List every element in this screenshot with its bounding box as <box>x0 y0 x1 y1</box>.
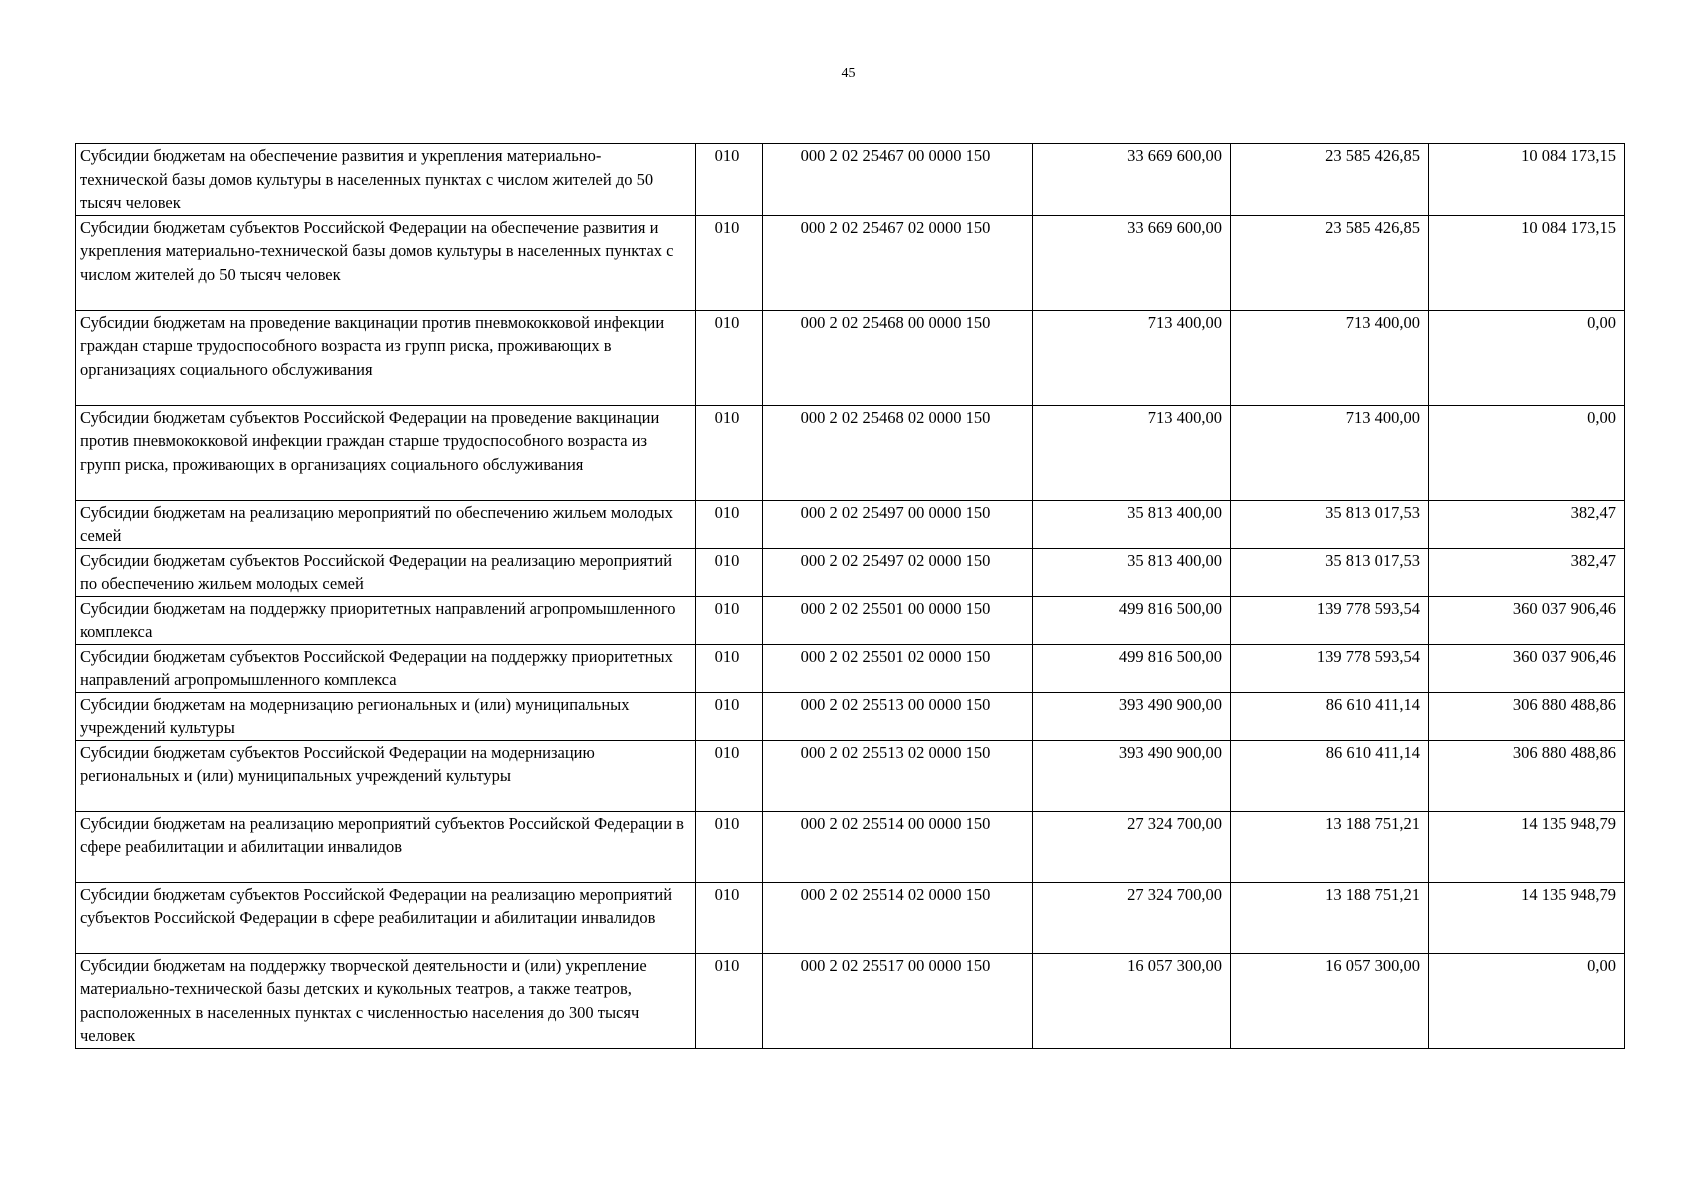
row-planned-cell: 713 400,00 <box>1033 310 1231 405</box>
row-code-cell: 010 <box>696 500 763 548</box>
table-row <box>76 500 1625 548</box>
table-row <box>76 882 1625 953</box>
row-remaining-cell: 14 135 948,79 <box>1429 882 1625 953</box>
table-row <box>76 548 1625 596</box>
row-remaining-cell: 360 037 906,46 <box>1429 644 1625 692</box>
row-planned-cell: 713 400,00 <box>1033 405 1231 500</box>
row-executed-cell: 23 585 426,85 <box>1231 144 1429 216</box>
row-remaining-cell: 382,47 <box>1429 500 1625 548</box>
row-kbk-cell: 000 2 02 25514 02 0000 150 <box>763 882 1033 953</box>
row-code-cell: 010 <box>696 405 763 500</box>
row-code-cell: 010 <box>696 740 763 811</box>
row-name-cell: Субсидии бюджетам субъектов Российской Федерации на проведение вакцинации против пневмококковой инфекции граждан старше трудоспособного возраста из групп риска, проживающих в организациях социального обслуживания <box>76 405 696 500</box>
row-remaining-cell: 0,00 <box>1429 310 1625 405</box>
row-name-cell: Субсидии бюджетам на реализацию мероприятий по обеспечению жильем молодых семей <box>76 500 696 548</box>
row-code-cell: 010 <box>696 215 763 310</box>
row-planned-cell: 35 813 400,00 <box>1033 548 1231 596</box>
row-remaining-cell: 306 880 488,86 <box>1429 692 1625 740</box>
row-kbk-cell: 000 2 02 25467 02 0000 150 <box>763 215 1033 310</box>
table-row <box>76 310 1625 405</box>
row-kbk-cell: 000 2 02 25517 00 0000 150 <box>763 953 1033 1048</box>
row-planned-cell: 499 816 500,00 <box>1033 644 1231 692</box>
row-kbk-cell: 000 2 02 25468 02 0000 150 <box>763 405 1033 500</box>
row-kbk-cell: 000 2 02 25467 00 0000 150 <box>763 144 1033 216</box>
row-name-cell: Субсидии бюджетам субъектов Российской Федерации на реализацию мероприятий субъектов Российской Федерации в сфере реабилитации и абилитации инвалидов <box>76 882 696 953</box>
row-name-cell: Субсидии бюджетам субъектов Российской Федерации на реализацию мероприятий по обеспечению жильем молодых семей <box>76 548 696 596</box>
row-planned-cell: 33 669 600,00 <box>1033 215 1231 310</box>
row-remaining-cell: 360 037 906,46 <box>1429 596 1625 644</box>
row-kbk-cell: 000 2 02 25501 00 0000 150 <box>763 596 1033 644</box>
row-code-cell: 010 <box>696 144 763 216</box>
row-kbk-cell: 000 2 02 25497 02 0000 150 <box>763 548 1033 596</box>
row-name-cell: Субсидии бюджетам на поддержку приоритетных направлений агропромышленного комплекса <box>76 596 696 644</box>
row-name-cell: Субсидии бюджетам субъектов Российской Федерации на обеспечение развития и укрепления материально-технической базы домов культуры в населенных пунктах с числом жителей до 50 тысяч человек <box>76 215 696 310</box>
row-remaining-cell: 10 084 173,15 <box>1429 144 1625 216</box>
row-planned-cell: 16 057 300,00 <box>1033 953 1231 1048</box>
row-executed-cell: 86 610 411,14 <box>1231 692 1429 740</box>
row-code-cell: 010 <box>696 310 763 405</box>
row-kbk-cell: 000 2 02 25513 00 0000 150 <box>763 692 1033 740</box>
row-remaining-cell: 14 135 948,79 <box>1429 811 1625 882</box>
row-remaining-cell: 306 880 488,86 <box>1429 740 1625 811</box>
row-executed-cell: 16 057 300,00 <box>1231 953 1429 1048</box>
row-kbk-cell: 000 2 02 25501 02 0000 150 <box>763 644 1033 692</box>
row-name-cell: Субсидии бюджетам на обеспечение развития и укрепления материально-технической базы домов культуры в населенных пунктах с числом жителей до 50 тысяч человек <box>76 144 696 216</box>
row-executed-cell: 35 813 017,53 <box>1231 548 1429 596</box>
row-executed-cell: 13 188 751,21 <box>1231 811 1429 882</box>
row-planned-cell: 33 669 600,00 <box>1033 144 1231 216</box>
row-name-cell: Субсидии бюджетам на проведение вакцинации против пневмококковой инфекции граждан старше трудоспособного возраста из групп риска, проживающих в организациях социального обслуживания <box>76 310 696 405</box>
row-planned-cell: 35 813 400,00 <box>1033 500 1231 548</box>
table-row <box>76 644 1625 692</box>
table-row <box>76 405 1625 500</box>
row-code-cell: 010 <box>696 548 763 596</box>
row-planned-cell: 393 490 900,00 <box>1033 740 1231 811</box>
row-kbk-cell: 000 2 02 25497 00 0000 150 <box>763 500 1033 548</box>
table-row <box>76 953 1625 1048</box>
table-row <box>76 740 1625 811</box>
row-executed-cell: 139 778 593,54 <box>1231 596 1429 644</box>
row-remaining-cell: 0,00 <box>1429 405 1625 500</box>
row-code-cell: 010 <box>696 953 763 1048</box>
row-executed-cell: 713 400,00 <box>1231 310 1429 405</box>
row-executed-cell: 713 400,00 <box>1231 405 1429 500</box>
row-planned-cell: 393 490 900,00 <box>1033 692 1231 740</box>
row-code-cell: 010 <box>696 811 763 882</box>
row-remaining-cell: 0,00 <box>1429 953 1625 1048</box>
row-executed-cell: 23 585 426,85 <box>1231 215 1429 310</box>
row-code-cell: 010 <box>696 692 763 740</box>
row-planned-cell: 27 324 700,00 <box>1033 811 1231 882</box>
table-row <box>76 811 1625 882</box>
row-remaining-cell: 382,47 <box>1429 548 1625 596</box>
row-name-cell: Субсидии бюджетам на модернизацию региональных и (или) муниципальных учреждений культуры <box>76 692 696 740</box>
row-executed-cell: 35 813 017,53 <box>1231 500 1429 548</box>
row-remaining-cell: 10 084 173,15 <box>1429 215 1625 310</box>
row-planned-cell: 499 816 500,00 <box>1033 596 1231 644</box>
row-code-cell: 010 <box>696 882 763 953</box>
row-name-cell: Субсидии бюджетам субъектов Российской Федерации на поддержку приоритетных направлений агропромышленного комплекса <box>76 644 696 692</box>
row-code-cell: 010 <box>696 644 763 692</box>
row-kbk-cell: 000 2 02 25513 02 0000 150 <box>763 740 1033 811</box>
table-row <box>76 692 1625 740</box>
row-name-cell: Субсидии бюджетам на поддержку творческой деятельности и (или) укрепление материально-технической базы детских и кукольных театров, а также театров, расположенных в населенных пунктах с численностью населения до 300 тысяч человек <box>76 953 696 1048</box>
table-row <box>76 596 1625 644</box>
row-planned-cell: 27 324 700,00 <box>1033 882 1231 953</box>
row-executed-cell: 86 610 411,14 <box>1231 740 1429 811</box>
page-number: 45 <box>841 66 856 81</box>
row-executed-cell: 139 778 593,54 <box>1231 644 1429 692</box>
row-name-cell: Субсидии бюджетам на реализацию мероприятий субъектов Российской Федерации в сфере реабилитации и абилитации инвалидов <box>76 811 696 882</box>
table-row <box>76 215 1625 310</box>
row-code-cell: 010 <box>696 596 763 644</box>
row-executed-cell: 13 188 751,21 <box>1231 882 1429 953</box>
row-kbk-cell: 000 2 02 25514 00 0000 150 <box>763 811 1033 882</box>
row-kbk-cell: 000 2 02 25468 00 0000 150 <box>763 310 1033 405</box>
budget-table <box>75 143 1625 1049</box>
table-row <box>76 144 1625 216</box>
row-name-cell: Субсидии бюджетам субъектов Российской Федерации на модернизацию региональных и (или) муниципальных учреждений культуры <box>76 740 696 811</box>
